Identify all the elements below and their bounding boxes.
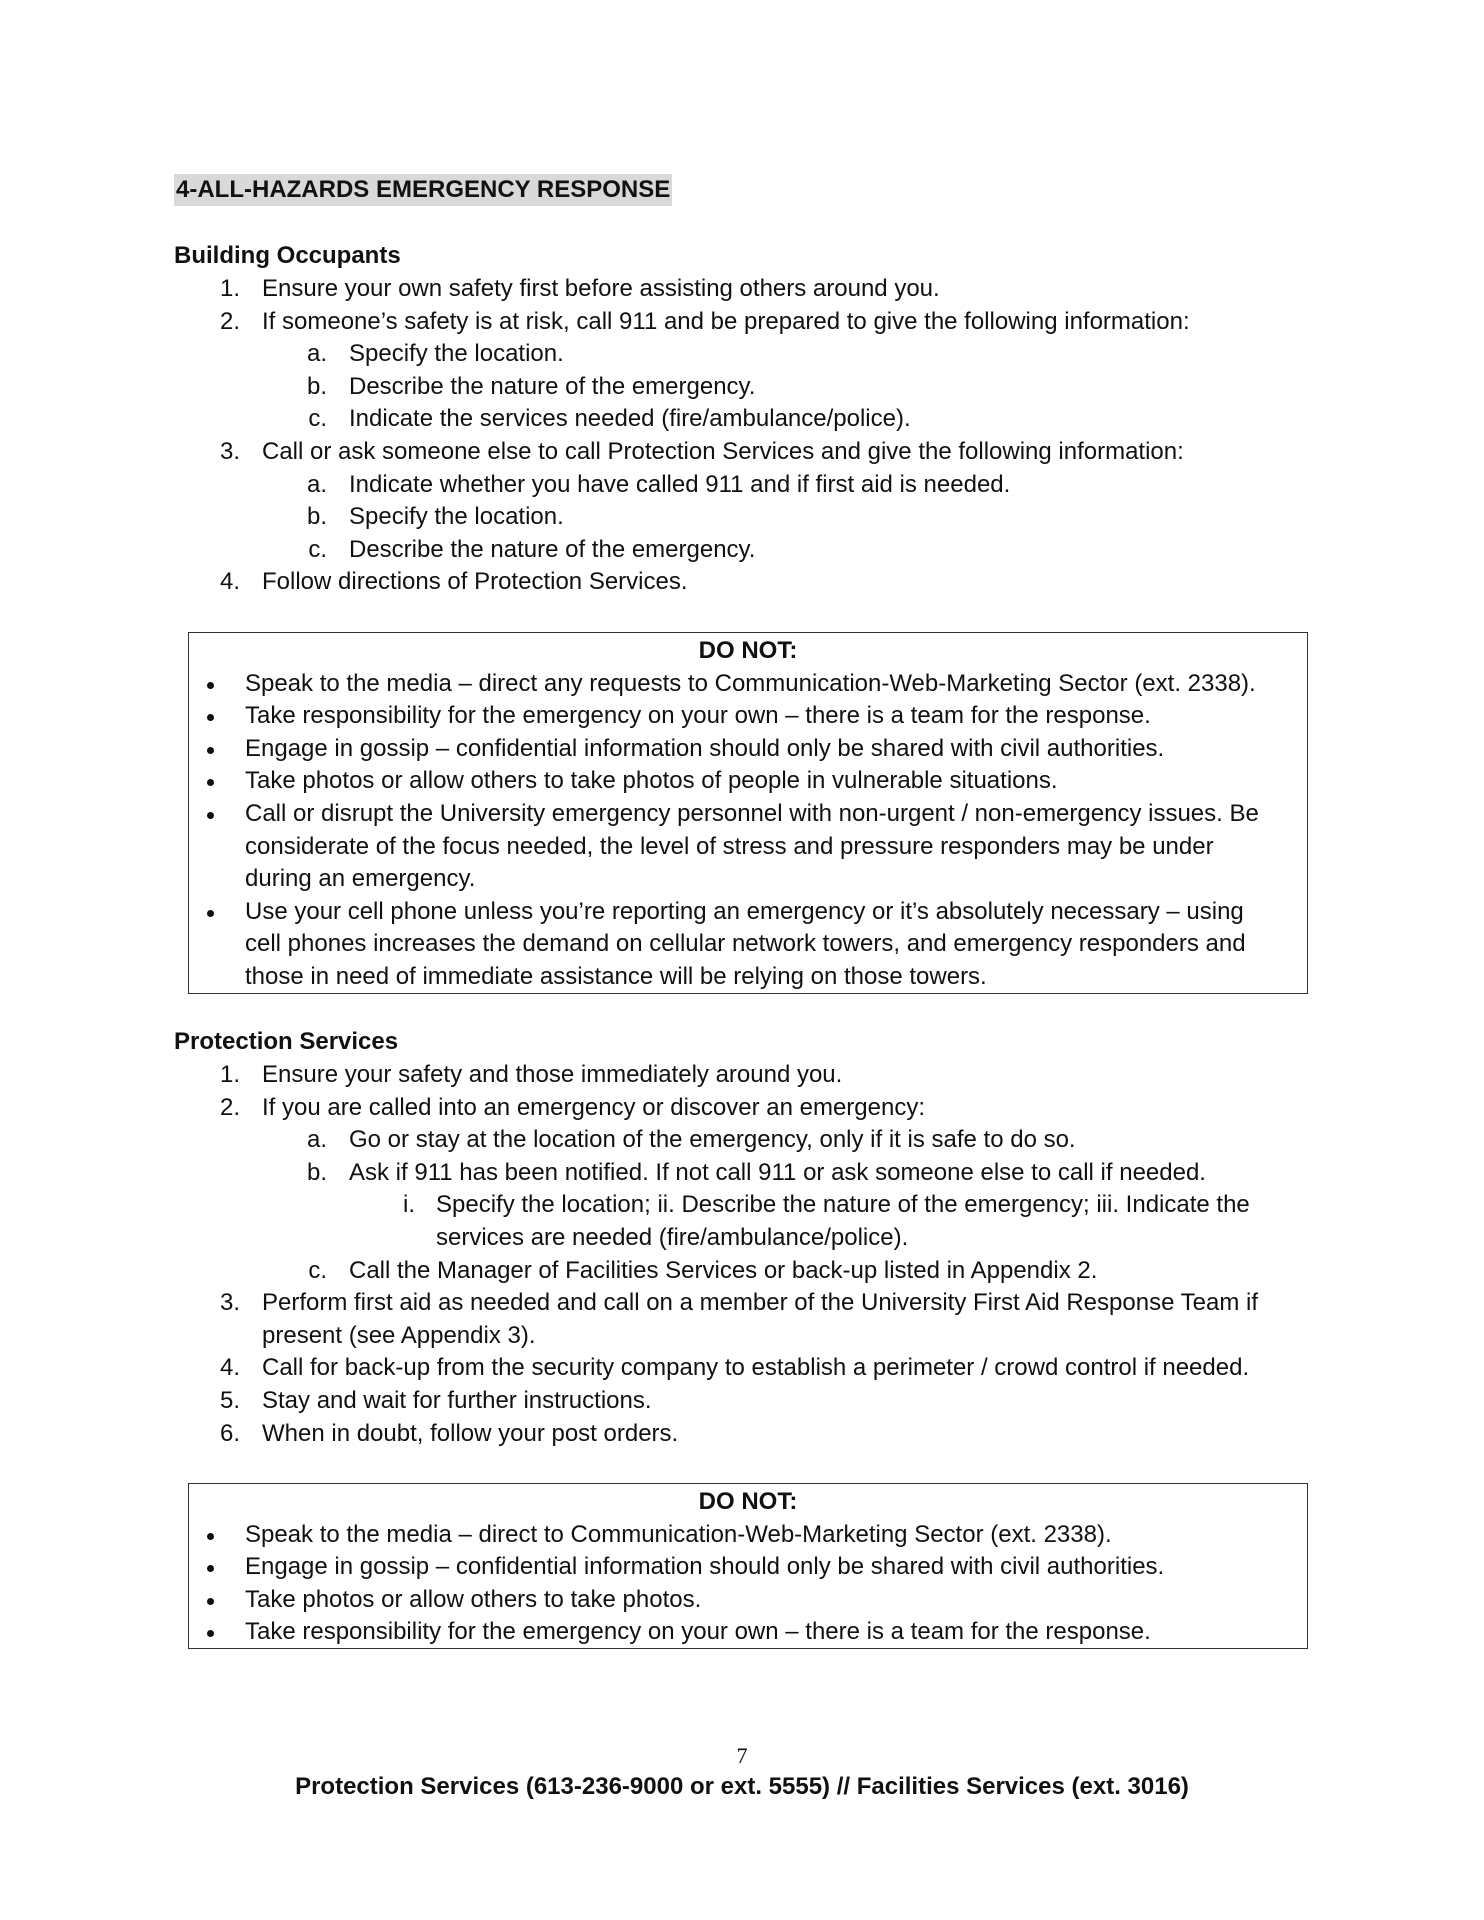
- do-not-item-line: Speak to the media – direct to Communication-Web-Marketing Sector (ext. 2338).: [245, 1520, 1112, 1548]
- bullet-icon: [207, 1565, 214, 1572]
- list-item: Ensure your own safety first before assisting others around you.: [262, 275, 940, 302]
- list-item: Indicate the services needed (fire/ambulance/police).: [349, 405, 911, 433]
- list-marker: b.: [306, 1158, 327, 1186]
- do-not-item-line: Take responsibility for the emergency on your own – there is a team for the response.: [245, 702, 1151, 730]
- list-marker: 4.: [219, 1354, 240, 1382]
- do-not-item-line: those in need of immediate assistance will be relying on those towers.: [245, 963, 987, 990]
- protection-services-heading: Protection Services: [174, 1028, 399, 1055]
- bullet-icon: [207, 747, 214, 754]
- bullet-icon: [207, 1533, 214, 1540]
- list-marker: 3.: [219, 1289, 240, 1317]
- section-title: 4-ALL-HAZARDS EMERGENCY RESPONSE: [174, 174, 672, 206]
- list-item: Perform first aid as needed and call on a member of the University First Aid Response Team if: [262, 1289, 1259, 1317]
- list-item: present (see Appendix 3).: [262, 1321, 536, 1349]
- bullet-icon: [207, 779, 214, 786]
- list-item: Ask if 911 has been notified. If not call 911 or ask someone else to call if needed.: [349, 1158, 1206, 1186]
- list-item: Stay and wait for further instructions.: [262, 1387, 652, 1414]
- list-marker: c.: [308, 405, 327, 433]
- building-occupants-heading: Building Occupants: [174, 242, 401, 269]
- list-marker: 2.: [219, 1093, 240, 1121]
- do-not-item-line: Take photos or allow others to take photos.: [245, 1585, 702, 1613]
- do-not-title: DO NOT:: [698, 637, 798, 664]
- list-item: Follow directions of Protection Services.: [262, 568, 688, 596]
- list-item: Call the Manager of Facilities Services or back-up listed in Appendix 2.: [349, 1256, 1098, 1284]
- list-item: Indicate whether you have called 911 and if first aid is needed.: [349, 470, 1011, 498]
- list-item: Specify the location.: [349, 340, 564, 368]
- do-not-box-protection: [188, 1483, 1308, 1649]
- list-marker: 1.: [219, 275, 240, 302]
- bullet-icon: [207, 714, 214, 721]
- bullet-icon: [207, 1598, 214, 1605]
- do-not-item-line: cell phones increases the demand on cellular network towers, and emergency responders and: [245, 930, 1246, 958]
- do-not-item-line: Take responsibility for the emergency on your own – there is a team for the response.: [245, 1618, 1151, 1646]
- list-item: Ensure your safety and those immediately around you.: [262, 1061, 843, 1088]
- bullet-icon: [207, 910, 214, 917]
- list-marker: b.: [306, 372, 327, 400]
- bullet-icon: [207, 812, 214, 819]
- bullet-icon: [207, 1630, 214, 1637]
- list-item: Describe the nature of the emergency.: [349, 535, 756, 563]
- list-marker: 6.: [219, 1419, 240, 1447]
- do-not-item-line: Take photos or allow others to take photos of people in vulnerable situations.: [245, 767, 1058, 795]
- do-not-item-line: Speak to the media – direct any requests to Communication-Web-Marketing Sector (ext. 2338).: [245, 669, 1256, 697]
- list-item: Call or ask someone else to call Protection Services and give the following information:: [262, 438, 1184, 465]
- list-marker: 4.: [219, 568, 240, 596]
- list-marker: b.: [306, 503, 327, 531]
- list-item: Go or stay at the location of the emergency, only if it is safe to do so.: [349, 1126, 1076, 1154]
- list-item: services are needed (fire/ambulance/police).: [436, 1224, 909, 1251]
- do-not-item-line: Call or disrupt the University emergency personnel with non-urgent / non-emergency issues. Be: [245, 800, 1259, 827]
- page-number: 7: [736, 1743, 748, 1768]
- footer-contacts: Protection Services (613-236-9000 or ext. 5555) // Facilities Services (ext. 3016): [295, 1773, 1189, 1800]
- do-not-item-line: Use your cell phone unless you’re reporting an emergency or it’s absolutely necessary – using: [245, 897, 1244, 925]
- do-not-item-line: Engage in gossip – confidential information should only be shared with civil authorities.: [245, 734, 1165, 762]
- list-marker: a.: [306, 1126, 327, 1154]
- list-marker: i.: [403, 1191, 415, 1219]
- list-marker: a.: [306, 340, 327, 368]
- do-not-box-occupants: [188, 632, 1308, 994]
- list-marker: 5.: [219, 1387, 240, 1414]
- do-not-item-line: during an emergency.: [245, 865, 476, 893]
- list-item: Specify the location.: [349, 503, 564, 531]
- list-marker: 1.: [219, 1061, 240, 1088]
- list-item: If you are called into an emergency or discover an emergency:: [262, 1093, 926, 1121]
- list-item: When in doubt, follow your post orders.: [262, 1419, 679, 1447]
- bullet-icon: [207, 682, 214, 689]
- do-not-item-line: considerate of the focus needed, the level of stress and pressure responders may be under: [245, 832, 1214, 860]
- list-item: Call for back-up from the security company to establish a perimeter / crowd control if needed.: [262, 1354, 1250, 1382]
- list-marker: 2.: [219, 307, 240, 335]
- do-not-title: DO NOT:: [698, 1488, 798, 1515]
- list-marker: a.: [306, 470, 327, 498]
- list-marker: c.: [308, 535, 327, 563]
- list-item: If someone’s safety is at risk, call 911 and be prepared to give the following information:: [262, 307, 1190, 335]
- list-marker: c.: [308, 1256, 327, 1284]
- do-not-item-line: Engage in gossip – confidential information should only be shared with civil authorities.: [245, 1553, 1165, 1581]
- list-marker: 3.: [219, 438, 240, 465]
- list-item: Specify the location; ii. Describe the nature of the emergency; iii. Indicate the: [436, 1191, 1250, 1219]
- list-item: Describe the nature of the emergency.: [349, 372, 756, 400]
